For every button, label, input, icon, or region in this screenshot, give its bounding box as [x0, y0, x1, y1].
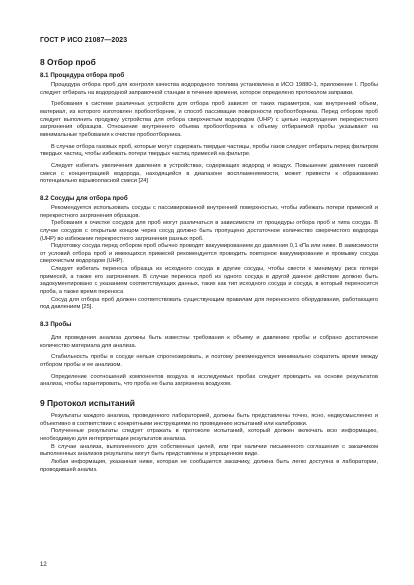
paragraph: Требования к системе различных устройств для отбора проб зависят от таких параметров, как внутренний объем, материал, из которого изготовлен пробоотборник, и способ пассивации поверхности пробоотборника. Перед отбором проб следует выполнить продувку устройства для отбора сверхчистым водородом (UHP) с целью недопущения перекрестного загрязнения образцов. Отношение внутреннего объема пробоотборника к объему отбираемой пробы указывают на минимальные требования к очистке пробоотборника. — [40, 101, 378, 138]
paragraph: Следует избегать увеличения давления в устройствах, содержащих водород и воздух. Повышение давления газовой смеси с концентрацией водорода, находящейся в диапазоне воспламеняемости, может привести к образованию потенциально взрывоопасной смеси [24] — [40, 162, 378, 185]
page-content — [40, 57, 378, 474]
paragraph: Требования к очистке сосудов для проб могут различаться в зависимости от процедуры отбора проб и типа сосуда. В случае сосудов с открытым концом через сосуд должно быть пропущено достаточное количество сверхчистого водорода (UHP) во избежание перекрестного загрязнения разных проб. — [40, 220, 378, 242]
document-header: ГОСТ Р ИСО 21087—2023 — [40, 37, 128, 44]
paragraph: Процедура отбора проб для контроля качества водородного топлива установлена в ИСО 19880-1, приложение I. Пробы следует отбирать на водородной заправочной станции в течение времени, которое определено протоколом заправки. — [40, 82, 378, 96]
paragraph: Полученные результаты следует отражать в протоколе испытаний, который должен включать всю информацию, необходимую для интерпретации результатов анализа. — [40, 428, 378, 442]
paragraph: В случае анализа, выполненного для собственных целей, или при наличии письменного соглашения с заказчиком выполненных анализов результаты могут быть представлены в упрощенном виде. — [40, 443, 378, 458]
section-8-2-heading: 8.2 Сосуды для отбора проб — [40, 194, 128, 202]
paragraph: Стабильность пробы в сосуде нельзя спрогнозировать, и поэтому рекомендуется минимально сократить время между отбором пробы и ее анализом. — [40, 354, 378, 369]
paragraph: Любая информация, указанная ниже, которая не сообщается заказчику, должна быть легко доступна в лаборатории, проводившей анализ. — [40, 458, 378, 473]
paragraph: Определение соотношений компонентов воздуха в исследуемых пробах следует проводить на основе результатов анализа, чтобы гарантировать, что проба не была загрязнена воздухом. — [40, 373, 378, 388]
paragraph: Сосуд для отбора проб должен соответствовать существующим правилам для переносного оборудования, работающего под давлением [25]. — [40, 296, 378, 311]
paragraph: В случае отбора газовых проб, которые могут содержать твердые частицы, пробы газов следует отбирать перед фильтром твердых частиц, чтобы избежать потери твердых частиц примесей на фильтре. — [40, 143, 378, 158]
page-number: 12 — [40, 562, 47, 568]
paragraph: Результаты каждого анализа, проведенного лабораторией, должны быть представлены точно, ясно, недвусмысленно и объективно в соответствии с конкретными инструкциями по проведению испытаний или калибровки. — [40, 413, 378, 427]
paragraph: Следует избегать переноса образца из исходного сосуда в другие сосуды, чтобы свести к минимуму риск потери примесей, а также его загрязнения. В случае переноса проб из одного сосуда в другой данное действие должно быть задокументировано с указанием соответствующих данных, таких как тип исходного сосуда и сосуда, в который переносится проба, а также время переноса — [40, 266, 378, 296]
section-8-3-heading: 8.3 Пробы — [40, 321, 72, 329]
paragraph: Для проведения анализа должны быть известны требования к объему и давлению пробы и собрано достаточное количество материала для анализа. — [40, 335, 378, 349]
paragraph: Рекомендуется использовать сосуды с пассивированной внутренней поверхностью, чтобы избежать потери примесей и перекрестного загрязнения образцов. — [40, 204, 378, 219]
section-8-heading: 8 Отбор проб — [40, 57, 96, 67]
section-9-heading: 9 Протокол испытаний — [40, 398, 135, 408]
section-8-1-heading: 8.1 Процедура отбора проб — [40, 72, 125, 79]
paragraph: Подготовку сосуда перед отбором проб обычно проводят вакуумированием до давления 0,1 кПа или ниже. В зависимости от условий отбора проб и имеющихся примесей рекомендуется проводить повторное вакуумирование и промывку сосуда сверхчистым водородом (UHP). — [40, 243, 378, 265]
